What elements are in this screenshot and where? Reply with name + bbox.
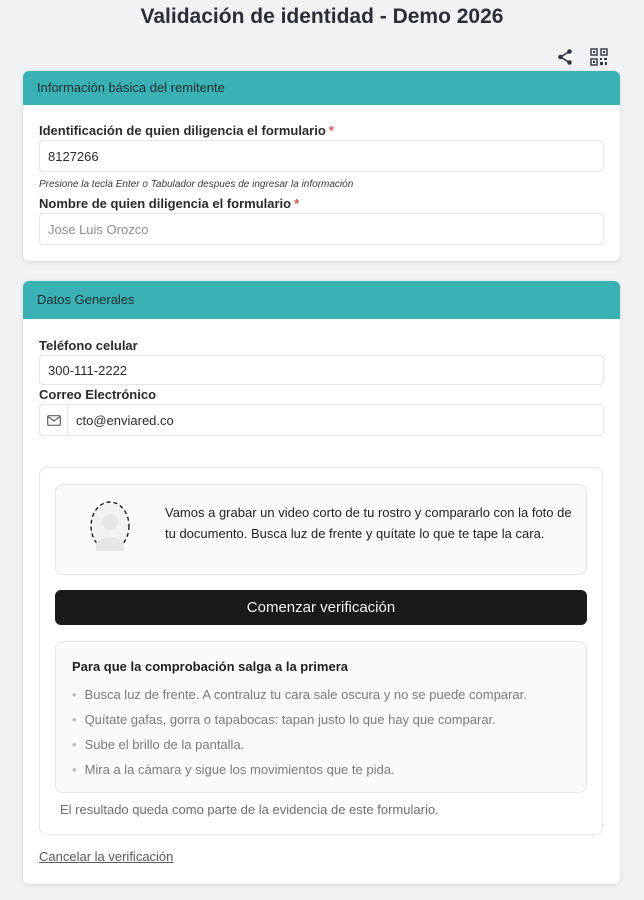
envelope-icon (40, 405, 68, 435)
page-title: Validación de identidad - Demo 2026 (140, 5, 504, 28)
email-field (39, 404, 604, 436)
tips-title: Para que la comprobación salga a la primera (72, 659, 348, 674)
cancel-verification-link[interactable]: Cancelar la verificación (39, 849, 174, 864)
general-data-header: Datos Generales (23, 281, 620, 319)
id-input[interactable] (39, 140, 604, 172)
phone-input[interactable] (39, 355, 604, 385)
list-item: • Busca luz de frente. A contraluz tu cara sale oscura y no se puede comparar. (72, 687, 527, 702)
list-item: • Mira a la cámara y sigue los movimientos que te pida. (72, 762, 395, 777)
list-item: • Sube el brillo de la pantalla. (72, 737, 245, 752)
id-label: Identificación de quien diligencia el formulario * (39, 123, 334, 138)
toolbar (556, 48, 608, 66)
verification-intro-text: Vamos a grabar un video corto de tu rostro y compararlo con la foto de tu documento. Busca luz de frente y quítate lo que te tape la cara. (165, 505, 572, 541)
face-outline-icon (88, 501, 132, 559)
basic-info-card (23, 71, 620, 261)
email-label: Correo Electrónico (39, 387, 157, 402)
required-mark: * (328, 123, 334, 138)
email-input[interactable] (68, 405, 603, 435)
id-hint: Presione la tecla Enter o Tabulador despues de ingresar la información (39, 179, 354, 190)
basic-info-header: Información básica del remitente (23, 71, 620, 105)
qr-code-icon[interactable] (590, 48, 608, 66)
name-input[interactable] (39, 213, 604, 245)
phone-label: Teléfono celular (39, 338, 138, 353)
verification-intro-panel (55, 484, 587, 575)
general-data-card (23, 281, 620, 884)
list-item: • Quítate gafas, gorra o tapabocas: tapan justo lo que hay que comparar. (72, 712, 496, 727)
name-label: Nombre de quien diligencia el formulario * (39, 196, 300, 211)
share-icon[interactable] (556, 48, 574, 66)
verification-box (39, 467, 603, 835)
evidence-note: El resultado queda como parte de la evidencia de este formulario. (60, 802, 439, 817)
required-mark: * (294, 196, 300, 211)
tips-panel (55, 641, 587, 793)
tips-list (72, 686, 527, 786)
start-verification-button[interactable]: Comenzar verificación (55, 590, 587, 625)
